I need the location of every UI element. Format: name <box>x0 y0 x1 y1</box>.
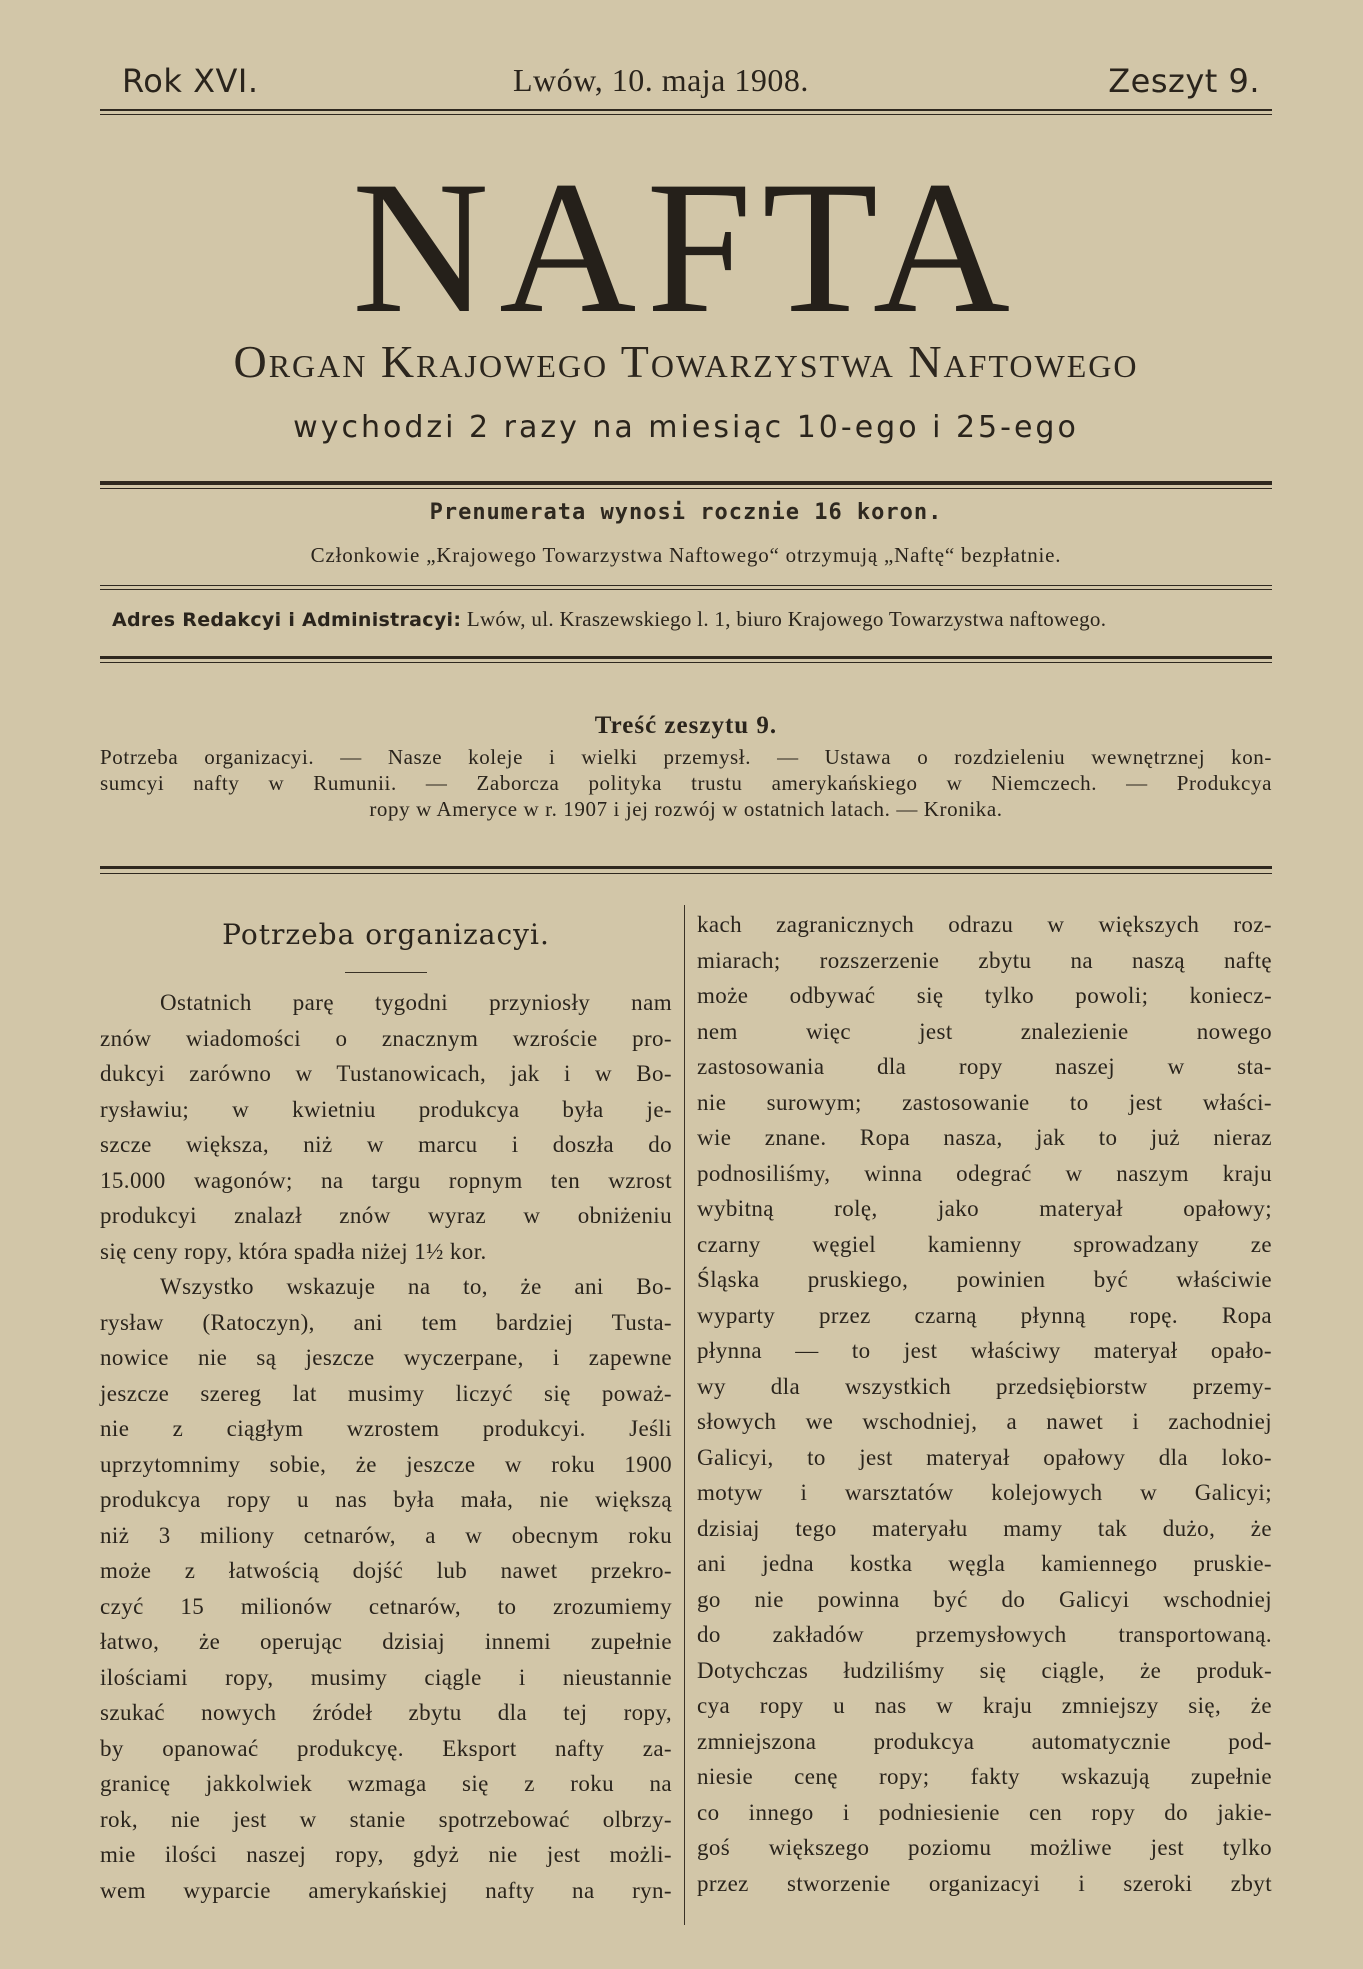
address-label: Adres Redakcyi i Administracyi: <box>112 609 462 631</box>
article-line: rysławiu; w kwietniu produkcya była je- <box>100 1096 672 1122</box>
address-rule-bottom-2 <box>100 662 1272 663</box>
article-line: wem wyparcie amerykańskiej nafty na ryn- <box>100 1877 672 1903</box>
article-line: uprzytomnimy sobie, że jeszcze w roku 1900 <box>100 1451 672 1477</box>
article-line: 15.000 wagonów; na targu ropnym ten wzrost <box>100 1167 672 1193</box>
article-line: szukać nowych źródeł zbytu dla tej ropy, <box>100 1700 672 1725</box>
article-line: Galicyi, to jest materyał opałowy dla loko- <box>697 1444 1272 1470</box>
article-line: jeszcze szereg lat musimy liczyć się poważ- <box>100 1380 672 1406</box>
article-line: Wszystko wskazuje na to, że ani Bo- <box>160 1274 672 1299</box>
masthead-subtitle: Organ Krajowego Towarzystwa Naftowego <box>233 336 1139 387</box>
article-line: rok, nie jest w stanie spotrzebować olbrzy- <box>100 1806 672 1832</box>
article-line: by opanować produkcyę. Eksport nafty za- <box>100 1735 672 1761</box>
article-line: kach zagranicznych odrazu w większych roz- <box>697 912 1272 937</box>
article-line: ani jedna kostka węgla kamiennego pruskie- <box>697 1551 1272 1576</box>
article-title-rule <box>345 972 427 973</box>
article-line: może z łatwością dojść lub nawet przekro- <box>100 1558 672 1583</box>
article-line: szcze większa, niż w marcu i doszła do <box>100 1132 672 1157</box>
article-line: produkcyi znalazł znów wyraz w obniżeniu <box>100 1203 672 1228</box>
article-line: mie ilości naszej ropy, gdyż nie jest możli- <box>100 1842 672 1867</box>
address-value: Lwów, ul. Kraszewskiego l. 1, biuro Krajowego Towarzystwa naftowego. <box>461 607 1107 631</box>
address-rule-top <box>100 585 1272 586</box>
article-line: łatwo, że operując dzisiaj innemi zupełnie <box>100 1629 672 1654</box>
address-rule-top-2 <box>100 589 1272 590</box>
article-line: go nie powinna być do Galicyi wschodniej <box>697 1586 1272 1612</box>
address-rule-bottom <box>100 656 1272 659</box>
section-rule-thin <box>100 488 1272 489</box>
article-line: dukcyi zarówno w Tustanowicach, jak i w Bo- <box>100 1061 672 1086</box>
article-line: Dotychczas łudziliśmy się ciągle, że produk- <box>697 1657 1272 1683</box>
header-rule-top <box>100 109 1272 111</box>
article-left-column <box>100 985 672 1908</box>
article-line: nem więc jest znalezienie nowego <box>697 1018 1272 1044</box>
article-line: nie z ciągłym wzrostem produkcyi. Jeśli <box>100 1416 672 1441</box>
article-right-column <box>697 907 1272 1901</box>
contents-rule-thick <box>100 866 1272 869</box>
article-line: zmniejszona produkcya automatycznie pod- <box>697 1728 1272 1754</box>
article-line: wie znane. Ropa nasza, jak to już nieraz <box>697 1125 1272 1150</box>
members-note: Członkowie „Krajowego Towarzystwa Naftowego“ otrzymują „Naftę“ bezpłatnie. <box>310 543 1062 567</box>
issue-number: Zeszyt 9. <box>1108 62 1260 100</box>
contents-list <box>100 744 1272 822</box>
article-title: Potrzeba organizacyi. <box>222 918 550 951</box>
article-line: wybitną rolę, jako materyał opałowy; <box>697 1196 1272 1221</box>
contents-line: sumcyi nafty w Rumunii. — Zaborcza polityka trustu amerykańskiego w Niemczech. — Produkcya <box>100 771 1272 795</box>
contents-rule-thin <box>100 873 1272 874</box>
editorial-address <box>112 607 1272 632</box>
issue-header <box>100 62 1272 108</box>
article-line: granicę jakkolwiek wzmaga się z roku na <box>100 1771 672 1796</box>
place-date: Lwów, 10. maja 1908. <box>513 62 809 98</box>
article-line: zastosowania dla ropy naszej w sta- <box>697 1054 1272 1079</box>
article-line: co innego i podniesienie cen ropy do jakie- <box>697 1799 1272 1825</box>
article-line: cya ropy u nas w kraju zmniejszy się, że <box>697 1693 1272 1718</box>
article-line: się ceny ropy, która spadła niżej 1½ kor. <box>100 1238 487 1264</box>
masthead-title: NAFTA <box>351 143 1021 353</box>
article-line: dzisiaj tego materyału mamy tak dużo, że <box>697 1515 1272 1541</box>
article-line: przez stworzenie organizacyi i szeroki zbyt <box>697 1870 1272 1896</box>
article-line: ilościami ropy, musimy ciągle i nieustannie <box>100 1664 672 1690</box>
article-line: płynna — to jest właściwy materyał opało- <box>697 1338 1272 1363</box>
volume-label: Rok XVI. <box>122 62 259 100</box>
article-line: Ostatnich parę tygodni przyniosły nam <box>160 990 672 1015</box>
column-divider <box>684 905 685 1925</box>
article-line: niż 3 miliony cetnarów, a w obecnym roku <box>100 1522 672 1548</box>
article-line: znów wiadomości o znacznym wzroście pro- <box>100 1025 672 1051</box>
article-line: wy dla wszystkich przedsiębiorstw przemy- <box>697 1373 1272 1399</box>
article-line: produkcya ropy u nas była mała, nie większą <box>100 1487 672 1512</box>
article-line: miarach; rozszerzenie zbytu na naszą naftę <box>697 947 1272 973</box>
article-line: niesie cenę ropy; fakty wskazują zupełnie <box>697 1764 1272 1789</box>
article-line: goś większego poziomu możliwe jest tylko <box>697 1835 1272 1860</box>
article-line: wyparty przez czarną płynną ropę. Ropa <box>697 1302 1272 1328</box>
subscription-price: Prenumerata wynosi rocznie 16 koron. <box>429 500 943 525</box>
article-line: nie surowym; zastosowanie to jest właści- <box>697 1089 1272 1115</box>
publication-frequency: wychodzi 2 razy na miesiąc 10-ego i 25-ego <box>293 410 1079 445</box>
header-rule-bottom <box>100 114 1272 115</box>
article-line: czyć 15 milionów cetnarów, to zrozumiemy <box>100 1593 672 1619</box>
article-line: rysław (Ratoczyn), ani tem bardziej Tusta- <box>100 1309 672 1335</box>
article-line: podnosiliśmy, winna odegrać w naszym kraju <box>697 1160 1272 1186</box>
section-rule-thick <box>100 481 1272 485</box>
contents-heading: Treść zeszytu 9. <box>594 712 778 739</box>
article-line: Śląska pruskiego, powinien być właściwie <box>697 1267 1272 1292</box>
journal-page <box>100 0 1272 1969</box>
contents-line: Potrzeba organizacyi. — Nasze koleje i wielki przemysł. — Ustawa o rozdzieleniu wewnętrznej kon- <box>100 745 1272 769</box>
contents-line: ropy w Ameryce w r. 1907 i jej rozwój w ostatnich latach. — Kronika. <box>369 797 1003 821</box>
article-line: może odbywać się tylko powoli; koniecz- <box>697 983 1272 1008</box>
article-line: do zakładów przemysłowych transportowaną. <box>697 1622 1272 1647</box>
article-line: słowych we wschodniej, a nawet i zachodniej <box>697 1409 1272 1434</box>
article-line: czarny węgiel kamienny sprowadzany ze <box>697 1231 1272 1257</box>
article-line: motyw i warsztatów kolejowych w Galicyi; <box>697 1480 1272 1505</box>
article-line: nowice nie są jeszcze wyczerpane, i zapewne <box>100 1345 672 1370</box>
